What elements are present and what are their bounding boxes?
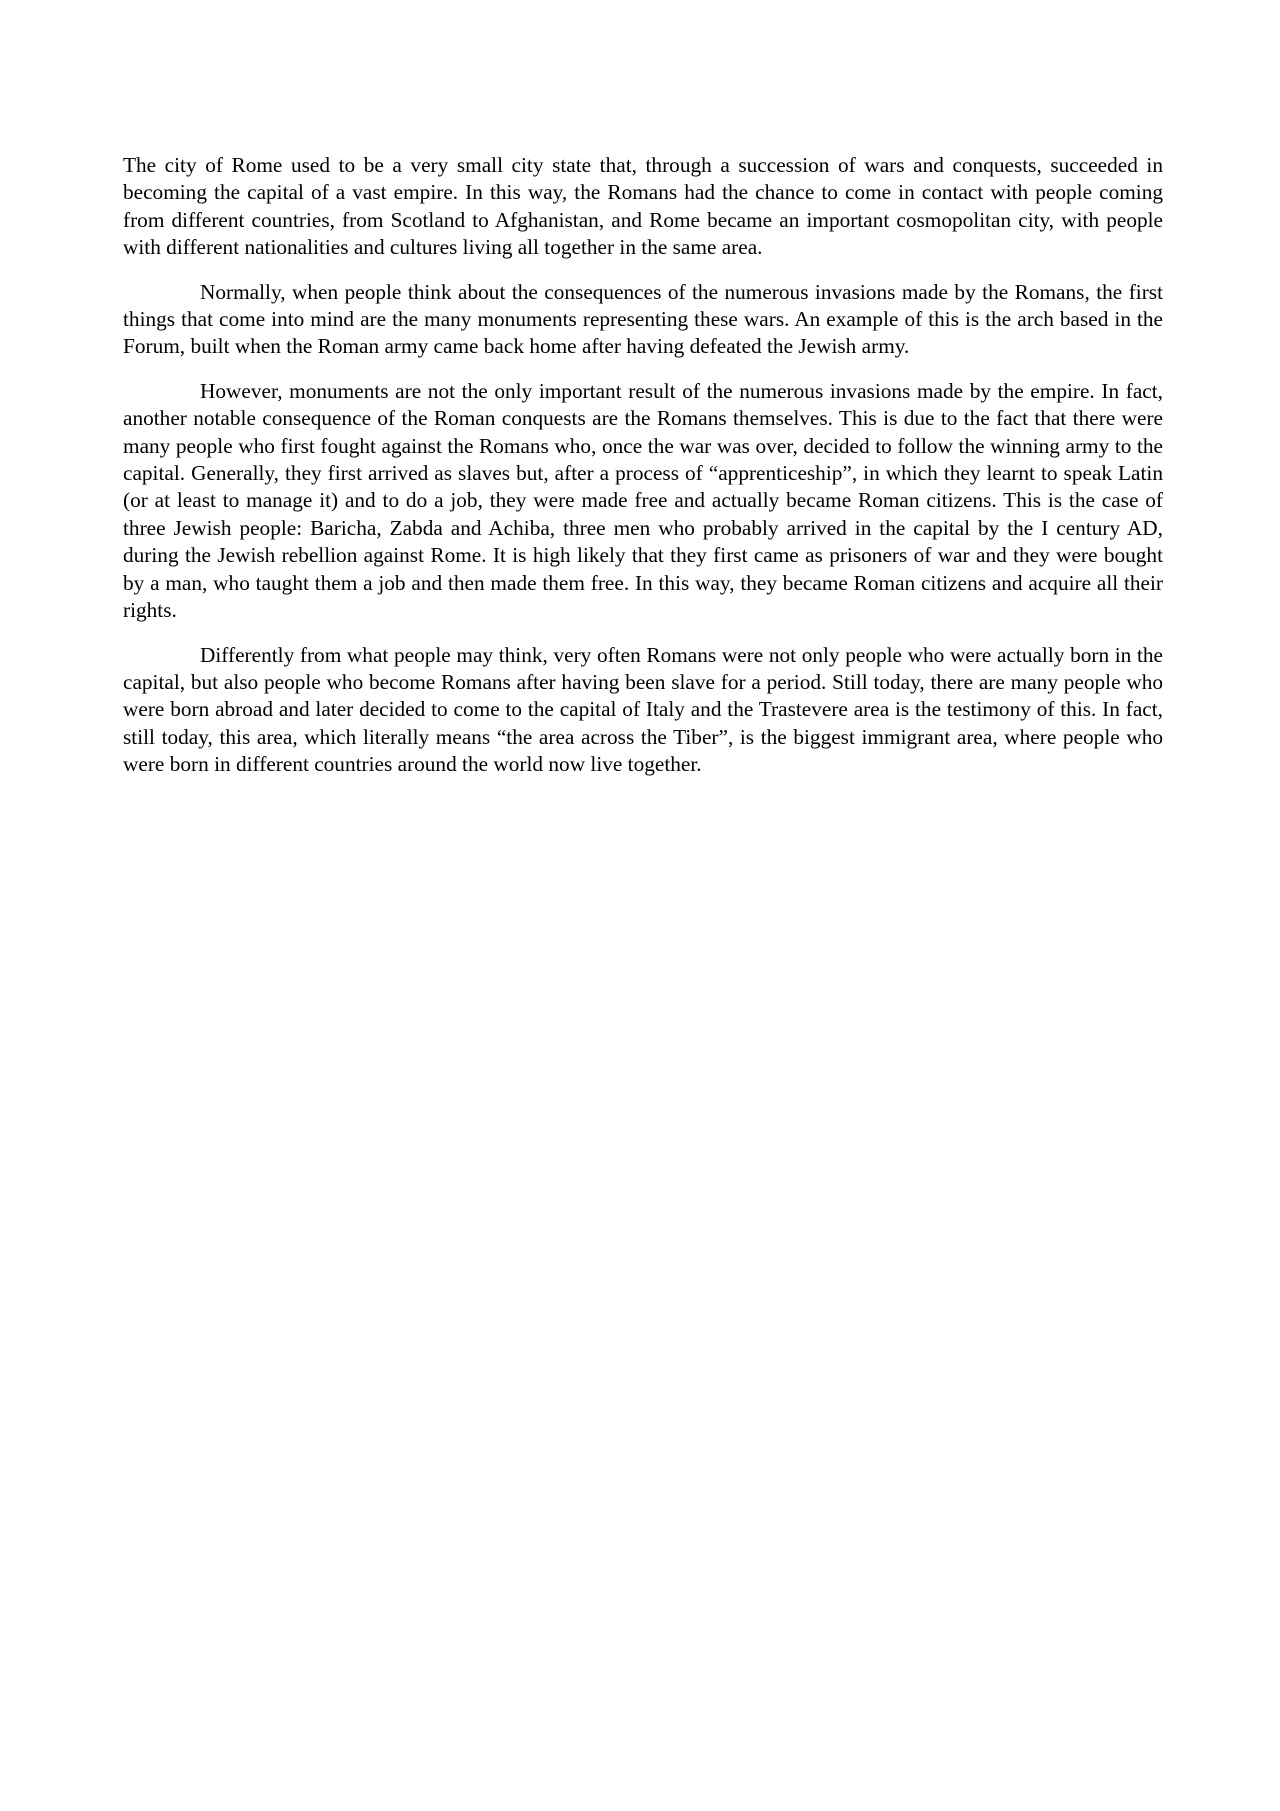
paragraph-3: However, monuments are not the only important result of the numerous invasions made by the empire. In fact, another notable consequence of the Roman conquests are the Romans themselves. This is due to the fact that there were many people who first fought against the Romans who, once the war was over, decided to follow the winning army to the capital. Generally, they first arrived as slaves but, after a process of “apprenticeship”, in which they learnt to speak Latin (or at least to manage it) and to do a job, they were made free and actually became Roman citizens. This is the case of three Jewish people: Baricha, Zabda and Achiba, three men who probably arrived in the capital by the I century AD, during the Jewish rebellion against Rome. It is high likely that they first came as prisoners of war and they were bought by a man, who taught them a job and then made them free. In this way, they became Roman citizens and acquire all their rights. bbox=[123, 378, 1163, 623]
paragraph-4: Differently from what people may think, very often Romans were not only people who were actually born in the capital, but also people who become Romans after having been slave for a period. Still today, there are many people who were born abroad and later decided to come to the capital of Italy and the Trastevere area is the testimony of this. In fact, still today, this area, which literally means “the area across the Tiber”, is the biggest immigrant area, where people who were born in different countries around the world now live together. bbox=[123, 642, 1163, 777]
paragraph-1: The city of Rome used to be a very small city state that, through a succession of wars and conquests, succeeded in becoming the capital of a vast empire. In this way, the Romans had the chance to come in contact with people coming from different countries, from Scotland to Afghanistan, and Rome became an important cosmopolitan city, with people with different nationalities and cultures living all together in the same area. bbox=[123, 153, 1163, 260]
document-body bbox=[123, 152, 1163, 796]
paragraph-2: Normally, when people think about the consequences of the numerous invasions made by the Romans, the first things that come into mind are the many monuments representing these wars. An example of this is the arch based in the Forum, built when the Roman army came back home after having defeated the Jewish army. bbox=[123, 279, 1163, 359]
